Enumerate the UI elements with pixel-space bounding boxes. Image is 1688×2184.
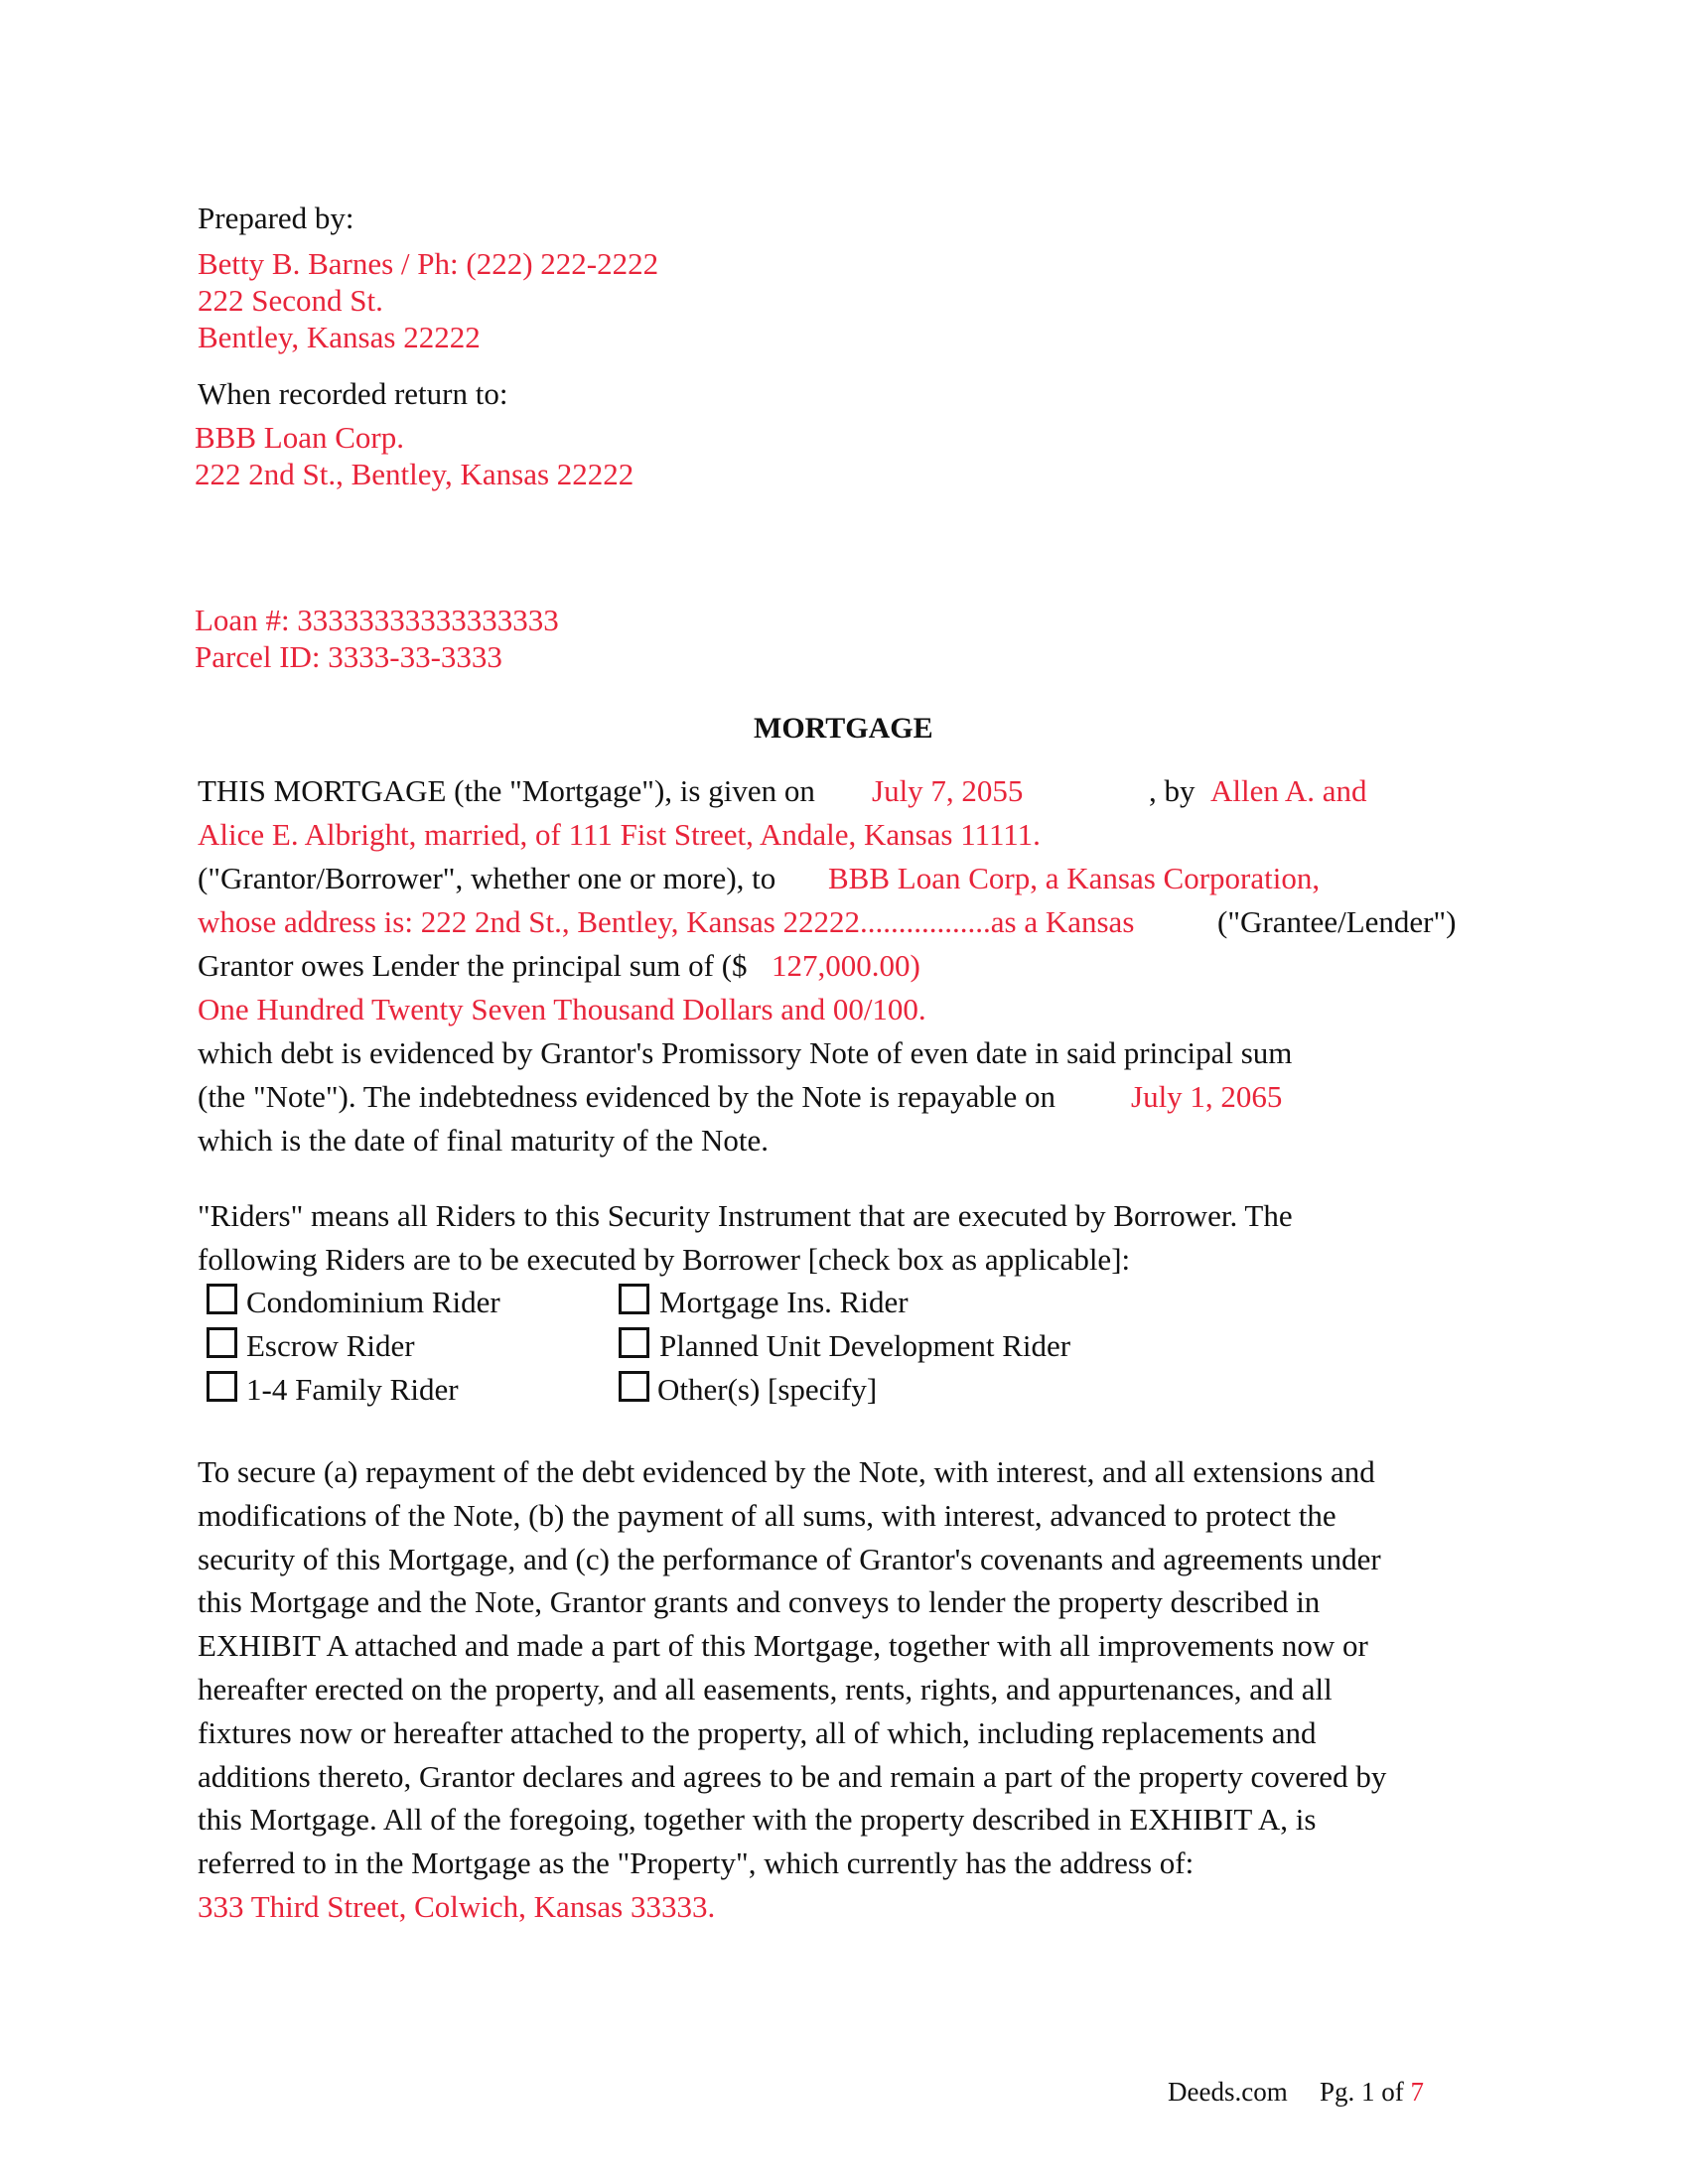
intro-line-9: which is the date of final maturity of the Note. bbox=[198, 1123, 770, 1158]
riders-line-1: "Riders" means all Riders to this Security Instrument that are executed by Borrower. The bbox=[198, 1198, 1293, 1233]
loan-number: Loan #: 33333333333333333 bbox=[195, 603, 559, 637]
return-to-label: When recorded return to: bbox=[198, 376, 508, 411]
mortgage-ins-rider-checkbox[interactable] bbox=[619, 1284, 649, 1314]
preparer-name-phone: Betty B. Barnes / Ph: (222) 222-2222 bbox=[198, 246, 659, 281]
riders-line-2: following Riders are to be executed by Borrower [check box as applicable]: bbox=[198, 1242, 1131, 1277]
secure-line: this Mortgage and the Note, Grantor grants and conveys to lender the property described in bbox=[198, 1584, 1321, 1620]
condominium-rider-label: Condominium Rider bbox=[246, 1285, 500, 1319]
family-rider-checkbox[interactable] bbox=[207, 1371, 237, 1402]
intro-line-1: THIS MORTGAGE (the "Mortgage"), is given on bbox=[198, 773, 815, 808]
intro-line-3: ("Grantor/Borrower", whether one or more), to bbox=[198, 861, 776, 895]
footer-page bbox=[1320, 2079, 1424, 2106]
document-title: MORTGAGE bbox=[754, 712, 933, 745]
intro-line-8: (the "Note"). The indebtedness evidenced by the Note is repayable on bbox=[198, 1079, 1056, 1114]
escrow-rider-checkbox[interactable] bbox=[207, 1327, 237, 1358]
preparer-city: Bentley, Kansas 22222 bbox=[198, 320, 481, 354]
secure-paragraph bbox=[198, 1450, 1498, 1929]
secure-line: EXHIBIT A attached and made a part of this Mortgage, together with all improvements now or bbox=[198, 1628, 1368, 1664]
pud-rider-label: Planned Unit Development Rider bbox=[659, 1328, 1071, 1363]
maturity-date: July 1, 2065 bbox=[1131, 1079, 1283, 1114]
escrow-rider-label: Escrow Rider bbox=[246, 1328, 415, 1363]
secure-line: modifications of the Note, (b) the payment of all sums, with interest, advanced to protect the bbox=[198, 1497, 1336, 1533]
property-address: 333 Third Street, Colwich, Kansas 33333. bbox=[198, 1888, 716, 1924]
principal-amount: 127,000.00) bbox=[772, 948, 920, 983]
principal-words: One Hundred Twenty Seven Thousand Dollars and 00/100. bbox=[198, 992, 926, 1026]
secure-line: additions thereto, Grantor declares and agrees to be and remain a part of the property covered by bbox=[198, 1758, 1387, 1794]
grantor-line-1: Allen A. and bbox=[1210, 773, 1367, 808]
parcel-id: Parcel ID: 3333-33-3333 bbox=[195, 639, 502, 674]
family-rider-label: 1-4 Family Rider bbox=[246, 1372, 459, 1407]
secure-line: security of this Mortgage, and (c) the performance of Grantor's covenants and agreements under bbox=[198, 1541, 1381, 1576]
lender-tail: ("Grantee/Lender") bbox=[1217, 904, 1457, 939]
condominium-rider-checkbox[interactable] bbox=[207, 1284, 237, 1314]
return-to-address: 222 2nd St., Bentley, Kansas 22222 bbox=[195, 457, 634, 491]
return-to-company: BBB Loan Corp. bbox=[195, 420, 404, 455]
other-rider-checkbox[interactable] bbox=[619, 1371, 649, 1402]
principal-label: Grantor owes Lender the principal sum of ($ bbox=[198, 948, 748, 983]
mortgage-date: July 7, 2055 bbox=[872, 773, 1024, 808]
lender-line-1: BBB Loan Corp, a Kansas Corporation, bbox=[828, 861, 1321, 895]
secure-line: fixtures now or hereafter attached to the property, all of which, including replacements and bbox=[198, 1714, 1317, 1750]
intro-by: , by bbox=[1149, 773, 1196, 808]
footer-page-prefix: Pg. 1 of bbox=[1320, 2077, 1404, 2107]
grantor-line-2: Alice E. Albright, married, of 111 Fist Street, Andale, Kansas 11111. bbox=[198, 817, 1041, 852]
secure-line: this Mortgage. All of the foregoing, together with the property described in EXHIBIT A, is bbox=[198, 1802, 1317, 1838]
mortgage-ins-rider-label: Mortgage Ins. Rider bbox=[659, 1285, 909, 1319]
other-rider-label: Other(s) [specify] bbox=[657, 1372, 878, 1407]
preparer-street: 222 Second St. bbox=[198, 283, 383, 318]
footer-site: Deeds.com bbox=[1168, 2077, 1288, 2107]
secure-line: To secure (a) repayment of the debt evidenced by the Note, with interest, and all extensions and bbox=[198, 1454, 1375, 1489]
secure-line: referred to in the Mortgage as the "Property", which currently has the address of: bbox=[198, 1845, 1195, 1881]
pud-rider-checkbox[interactable] bbox=[619, 1327, 649, 1358]
intro-line-7: which debt is evidenced by Grantor's Promissory Note of even date in said principal sum bbox=[198, 1035, 1293, 1070]
footer-page-total: 7 bbox=[1410, 2077, 1425, 2107]
prepared-by-label: Prepared by: bbox=[198, 201, 354, 235]
lender-line-2: whose address is: 222 2nd St., Bentley, Kansas 22222.................as a Kansas bbox=[198, 904, 1135, 939]
secure-line: hereafter erected on the property, and all easements, rents, rights, and appurtenances, and all bbox=[198, 1671, 1333, 1706]
